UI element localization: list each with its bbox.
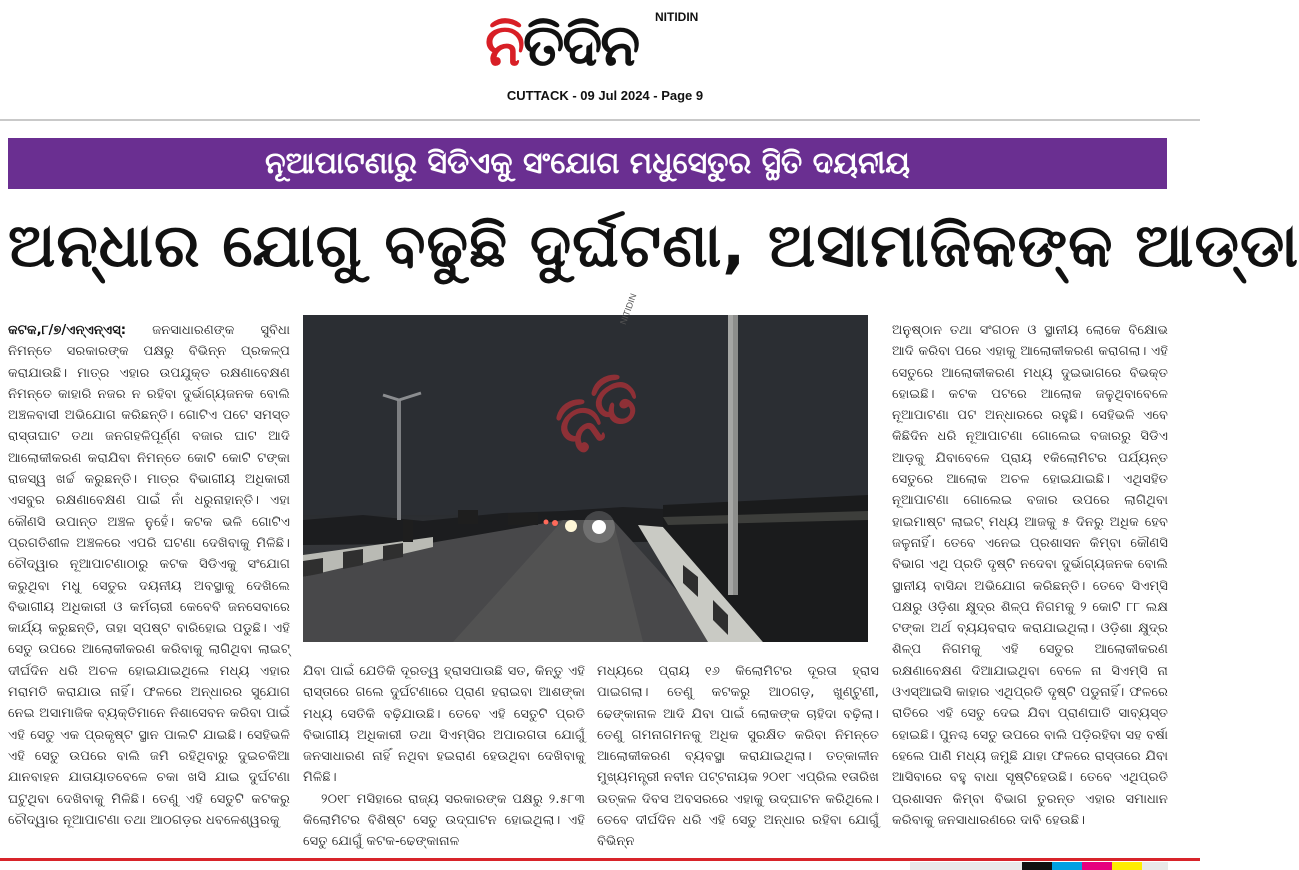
- newspaper-watermark: ନିତି: [543, 359, 657, 470]
- article-column-2: [303, 661, 585, 851]
- article-dateline: କଟକ,୮/୭/ଏନ୍‌ଏନ୍‌ଏସ୍‌:: [8, 323, 127, 338]
- page-bottom-rule: [0, 858, 1200, 861]
- column-2-para-1: ଯିବା ପାଇଁ ଯେତିକି ଦୂରତ୍ୱ ହ୍ରାସପାଉଛି ସତ, କିନ୍ତୁ ଏହି ରାସ୍ତାରେ ଗଲେ ଦୁର୍ଘଟଣାରେ ପ୍ରାଣ ହରାଇବା ଆଶଙ୍କା ମଧ୍ୟ ସେତିକି ବଢ଼ିଯାଉଛି। ତେବେ ଏହି ସେତୁଟି ପ୍ରତି ବିଭାଗୀୟ ଅଧିକାରୀ ତଥା ସିଏମ୍‌ସିର ଅପାରଗତା ଯୋଗୁଁ ଜନସାଧାରଣ ନାହିଁ ନଥିବା ହଇରାଣ ହେଉଥିବା ଦେଖିବାକୁ ମିଳିଛି।: [303, 664, 585, 786]
- column-4-text: ଅନୁଷ୍ଠାନ ତଥା ସଂଗଠନ ଓ ସ୍ଥାନୀୟ ଲୋକେ ବିକ୍ଷୋଭ ଆଦି କରିବା ପରେ ଏହାକୁ ଆଲୋକୀକରଣ କରାଗଲା। ଏହି ସେତୁରେ ଆଲୋକୀକରଣ ମଧ୍ୟ ଦୁଇଭାଗରେ ବିଭକ୍ତ ହୋଇଛି। କଟକ ପଟରେ ଆଲୋକ ଜଳୁଥିବାବେଳେ ନୂଆପାଟଣା ପଟ ଅନ୍ଧାରରେ ରହୁଛି। ସେହିଭଳି ଏବେ କିଛିଦିନ ଧରି ନୂଆପାଟଣା ଗୋଲେଇ ବଜାରରୁ ସିଡିଏ ଆଡ଼କୁ ଯିବାବେଳେ ପ୍ରାୟ ୧କିଲୋମିଟର ପର୍ଯ୍ୟନ୍ତ ସେତୁରେ ଆଲୋକ ଅଚଳ ହୋଇଯାଇଛି। ଏଥିସହିତ ନୂଆପାଟଣା ଗୋଲେଇ ବଜାର ଉପରେ ଲାଗିଥିବା ହାଇମାଷ୍ଟ ଲାଇଟ୍ ମଧ୍ୟ ଆଜକୁ ୫ ଦିନରୁ ଅଧିକ ହେବ ଜଳୁନାହିଁ। ତେବେ ଏନେଇ ପ୍ରଶାସନ କିମ୍ବା କୌଣସି ବିଭାଗ ଏଥି ପ୍ରତି ଦୃଷ୍ଟି ନଦେବା ଦୁର୍ଭାଗ୍ୟଜନକ ବୋଲି ସ୍ଥାନୀୟ ବାସିନ୍ଦା ଅଭିଯୋଗ କରିଛନ୍ତି। ତେବେ ସିଏମ୍‌ସି ପକ୍ଷରୁ ଓଡ଼ିଶା କ୍ଷୁଦ୍ର ଶିଳ୍ପ ନିଗମକୁ ୨ କୋଟି ୮୮ ଲକ୍ଷ ଟଙ୍କା ଅର୍ଥ ବ୍ୟୟବରାଦ କରାଯାଇଥିଲା। ଓଡ଼ିଶା କ୍ଷୁଦ୍ର ଶିଳ୍ପ ନିଗମକୁ ଏହି ସେତୁର ଆଲୋକୀକରଣ ରକ୍ଷଣାବେକ୍ଷଣ ଦିଆଯାଇଥିବା ବେଳେ ନା ସିଏମ୍‌ସି ନା ଓଏସ୍‌ଆଇସି କାହାର ଏଥିପ୍ରତି ଦୃଷ୍ଟି ପଡୁନାହିଁ। ଫଳରେ ରାତିରେ ଏହି ସେତୁ ଦେଇ ଯିବା ପ୍ରାଣଘାତି ସାବ୍ୟସ୍ତ ହୋଇଛି। ପୁନଶ୍ଚ ସେତୁ ଉପରେ ବାଲି ପଡ଼ିରହିବା ସହ ବର୍ଷା ହେଲେ ପାଣି ମଧ୍ୟ ଜମୁଛି ଯାହା ଫଳରେ ରାସ୍ତାରେ ଯିବା ଆସିବାରେ ବହୁ ବାଧା ସୃଷ୍ଟିହେଉଛି। ତେବେ ଏଥିପ୍ରତି ପ୍ରଶାସନ କିମ୍ବା ବିଭାଗ ତୁରନ୍ତ ଏହାର ସମାଧାନ କରିବାକୁ ଜନସାଧାରଣରେ ଦାବି ହେଉଛି।: [892, 323, 1168, 828]
- watermark-latin: NITIDIN: [617, 292, 639, 326]
- print-registration-bar-gray: [910, 862, 1022, 870]
- edition-dateline: CUTTACK - 09 Jul 2024 - Page 9: [506, 88, 704, 103]
- print-registration-bar-gray-2: [1142, 862, 1168, 870]
- article-column-4: [892, 320, 1168, 850]
- print-registration-bar-black: [1022, 862, 1052, 870]
- print-registration-bar-magenta: [1082, 862, 1112, 870]
- article-column-3: [597, 661, 879, 851]
- masthead: [0, 0, 1200, 110]
- column-1-text: ଜନସାଧାରଣଙ୍କ ସୁବିଧା ନିମନ୍ତେ ସରକାରଙ୍କ ପକ୍ଷରୁ ବିଭିନ୍ନ ପ୍ରକଳ୍ପ କରାଯାଉଛି। ମାତ୍ର ଏହାର ଉପଯୁକ୍ତ ରକ୍ଷଣାବେକ୍ଷଣ ନିମନ୍ତେ କାହାରି ନଜର ନ ରହିବା ଦୁର୍ଭାଗ୍ୟଜନକ ବୋଲି ଅଞ୍ଚଳବାସୀ ଅଭିଯୋଗ କରିଛନ୍ତି। ଗୋଟିଏ ପଟେ ସମସ୍ତ ରାସ୍ତାଘାଟ ତଥା ଜନଗହଳିପୂର୍ଣ୍ଣ ବଜାର ଘାଟ ଆଦି ଆଲୋକୀକରଣ କରାଯିବା ନିମନ୍ତେ କୋଟି କୋଟି ଟଙ୍କା ରାଜସ୍ୱ ଖର୍ଚ୍ଚ କରୁଛନ୍ତି। ମାତ୍ର ବିଭାଗୀୟ ଅଧିକାରୀ ଏସବୁର ରକ୍ଷଣାବେକ୍ଷଣ ପାଇଁ ନାଁ ଧରୁନାହାନ୍ତି। ଏହା କୌଣସି ଉପାନ୍ତ ଅଞ୍ଚଳ ନୁହେଁ। କଟକ ଭଳି ଗୋଟିଏ ପ୍ରଗତିଶୀଳ ଅଞ୍ଚଳରେ ଏପରି ଘଟଣା ଦେଖିବାକୁ ମିଳିଛି। ଚୌଦ୍ୱାର ନୂଆପାଟଣାଠାରୁ କଟକ ସିଡିଏକୁ ସଂଯୋଗ କରୁଥିବା ମଧୁ ସେତୁର ଦୟନୀୟ ଅବସ୍ଥାକୁ ଦେଖିଲେ ବିଭାଗୀୟ ଅଧିକାରୀ ଓ କର୍ମଚାରୀ କେବେବି ଜନସେବାରେ କାର୍ଯ୍ୟ କରୁଛନ୍ତି, ତାହା ସ୍ପଷ୍ଟ ବାରିହୋଇ ପଡୁଛି। ଏହି ସେତୁ ଉପରେ ଆଲୋକୀକରଣ କରିବାକୁ ଲାଗିଥିବା ଲାଇଟ୍ ଦୀର୍ଘଦିନ ଧରି ଅଚଳ ହୋଇଯାଇଥିଲେ ମଧ୍ୟ ଏହାର ମରାମତି କରାଯାଉ ନାହିଁ। ଫଳରେ ଅନ୍ଧାରର ସୁଯୋଗ ନେଇ ଅସାମାଜିକ ବ୍ୟକ୍ତିମାନେ ନିଶାସେବନ କରିବା ପାଇଁ ଏହି ସେତୁ ଏକ ପ୍ରକୃଷ୍ଟ ସ୍ଥାନ ପାଲଟି ଯାଇଛି। ସେହିଭଳି ଏହି ସେତୁ ଉପରେ ବାଲି ଜମି ରହିଥିବାରୁ ଦୁଇଚକିଆ ଯାନବାହନ ଯାତାୟାତବେଳେ ଚକା ଖସି ଯାଇ ଦୁର୍ଘଟଣା ଘଟୁଥିବା ଦେଖିବାକୁ ମିଳିଛି। ତେଣୁ ଏହି ସେତୁଟି କଟକରୁ ଚୌଦ୍ୱାର ନୂଆପାଟଣା ତଥା ଆଠଗଡ଼ର ଧବଳେଶ୍ୱରକୁ: [8, 323, 290, 828]
- column-2-para-2: ୨୦୧୮ ମସିହାରେ ରାଜ୍ୟ ସରକାରଙ୍କ ପକ୍ଷରୁ ୨.୫୮୩ କିଲୋମିଟର ବିଶିଷ୍ଟ ସେତୁ ଉଦ୍‌ଘାଟନ ହୋଇଥିଲା। ଏହି ସେତୁ ଯୋଗୁଁ କଟକ-ଢେଙ୍କାନାଳ: [303, 791, 585, 850]
- print-registration-bar-yellow: [1112, 862, 1142, 870]
- column-3-text: ମଧ୍ୟରେ ପ୍ରାୟ ୧୬ କିଲୋମିଟର ଦୂରତା ହ୍ରାସ ପାଇଗଲା। ତେଣୁ କଟକରୁ ଆଠଗଡ଼, ଖୁଣ୍ଟୁଣୀ, ଢେଙ୍କାନାଳ ଆଦି ଯିବା ପାଇଁ ଲୋକଙ୍କ ଚାହିଦା ବଢ଼ିଲା। ତେଣୁ ଗମନାଗମନକୁ ଅଧିକ ସୁରକ୍ଷିତ କରିବା ନିମନ୍ତେ ଆଲୋକୀକରଣ ବ୍ୟବସ୍ଥା କରାଯାଇଥିଲା। ତତ୍କାଳୀନ ମୁଖ୍ୟମନ୍ତ୍ରୀ ନବୀନ ପଟ୍ଟନାୟକ ୨୦୧୮ ଏପ୍ରିଲ ୧ତାରିଖ ଉତ୍କଳ ଦିବସ ଅବସରରେ ଏହାକୁ ଉଦ୍‌ଘାଟନ କରିଥିଲେ। ତେବେ ଦୀର୍ଘଦିନ ଧରି ଏହି ସେତୁ ଅନ୍ଧାର ରହିବା ଯୋଗୁଁ ବିଭିନ୍ନ: [597, 664, 879, 850]
- article-headline: ଅନ୍ଧାର ଯୋଗୁ ବଢୁଛି ଦୁର୍ଘଟଣା, ଅସାମାଜିକଙ୍କ ଆଡ୍ଡା: [8, 211, 1299, 281]
- article-column-1: [8, 320, 290, 866]
- print-registration-bar-cyan: [1052, 862, 1082, 870]
- logo-wordmark: ନିତିଦିନ: [485, 11, 639, 79]
- newspaper-logo[interactable]: [485, 6, 725, 88]
- logo-latin-text: NITIDIN: [655, 10, 699, 24]
- masthead-divider: [0, 119, 1200, 121]
- article-kicker: ନୂଆପାଟଣାରୁ ସିଡିଏକୁ ସଂଯୋଗ ମଧୁସେତୁର ସ୍ଥିତି ଦୟନୀୟ: [8, 138, 1167, 189]
